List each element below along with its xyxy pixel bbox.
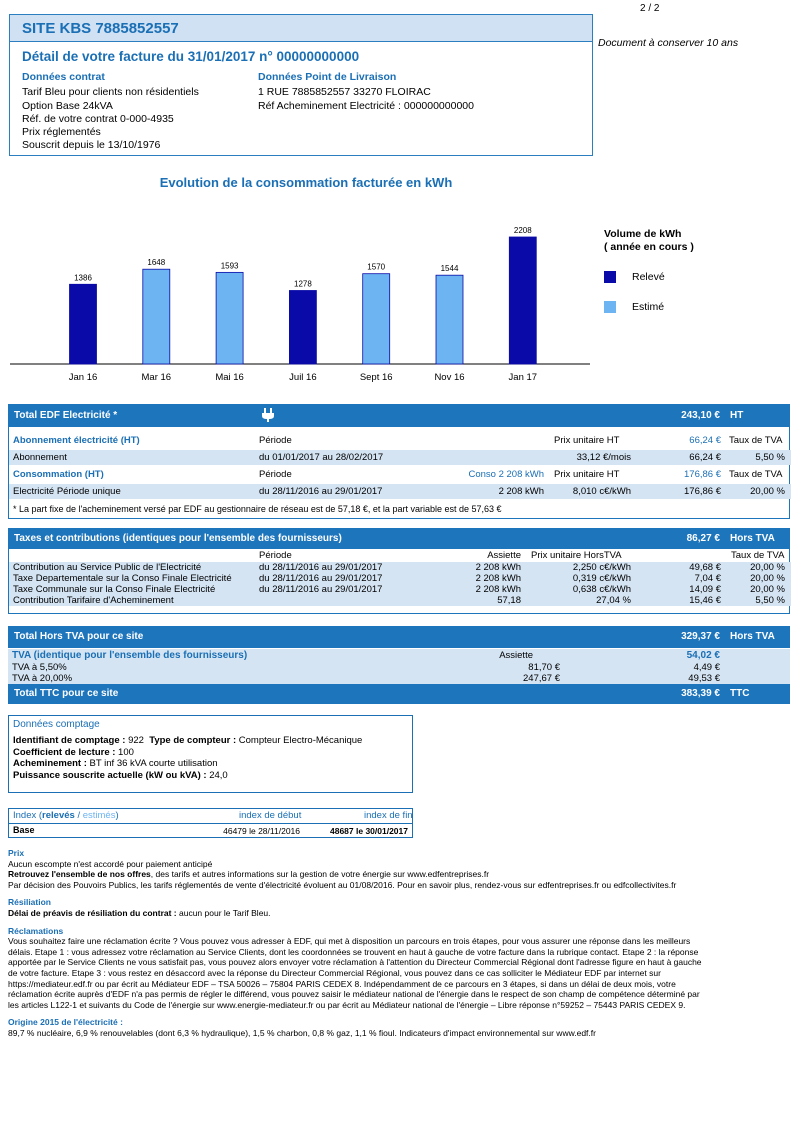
contract-title: Données contrat — [22, 71, 105, 83]
page-number: 2 / 2 — [640, 3, 660, 14]
legend-label: Relevé — [632, 271, 665, 283]
prix-line — [8, 869, 788, 880]
tax-label: Taxe Departementale sur la Conso Finale Electricité — [13, 573, 232, 584]
reclamations-line: apportée par le Service Clients ne vous satisfait pas, vous pouvez alors envoyer votre réclamation à l'attention du Directeur Commercial Régional dont l'adresse figure en haut à gauche — [8, 957, 702, 968]
chart-legend — [604, 228, 694, 313]
total-edf-unit: HT — [730, 410, 744, 421]
site-box — [9, 14, 593, 156]
delivery-title: Données Point de Livraison — [258, 71, 397, 83]
tax-assiette: 2 208 kWh — [475, 562, 521, 573]
plug-icon — [262, 405, 274, 427]
field-value: 100 — [115, 746, 134, 758]
taux-tva-header: Taux de TVA — [729, 469, 783, 480]
tva-title: TVA (identique pour l'ensemble des fournisseurs) — [12, 650, 248, 661]
field-value: BT inf 36 kVA courte utilisation — [86, 758, 218, 770]
resiliation-rest: aucun pour le Tarif Bleu. — [176, 907, 271, 918]
index-title-estimes: estimés — [82, 810, 116, 821]
tax-amount: 7,04 € — [694, 573, 721, 584]
prix-header: Prix unitaire HorsTVA — [531, 550, 622, 561]
total-hors-tva-amount: 329,37 € — [681, 631, 720, 642]
total-hors-tva-label: Total Hors TVA pour ce site — [14, 631, 144, 642]
resiliation-line — [8, 908, 788, 919]
notes-section — [8, 848, 788, 1039]
periode-header: Période — [259, 435, 292, 446]
legend-label: Estimé — [632, 301, 665, 313]
comptage-id-line — [13, 735, 408, 746]
taxes-col-headers — [9, 550, 791, 562]
total-hors-tva-unit: Hors TVA — [730, 631, 775, 642]
resiliation-bold: Délai de préavis de résiliation du contrat : — [8, 907, 177, 918]
bar — [289, 290, 316, 364]
bar — [216, 272, 243, 364]
tax-row — [9, 595, 791, 606]
bar — [436, 275, 463, 364]
totals-table — [8, 626, 790, 706]
tick-label: Mar 16 — [141, 372, 172, 383]
tva-amount: 4,49 € — [693, 662, 720, 673]
legend-swatch-estime — [604, 301, 616, 313]
tick-label: Mai 16 — [215, 372, 244, 383]
taxes-header — [8, 529, 790, 549]
reclamations-line: Vous souhaitez faire une réclamation écrite ? Vous pouvez vous adresser à EDF, qui met à disposition un parcours en trois étapes, pour vous assurer une réponse dans les meilleurs — [8, 936, 691, 947]
prix-unitaire-header: Prix unitaire HT — [554, 469, 620, 480]
field-label: Coefficient de lecture : — [13, 746, 116, 758]
index-debut: 46479 le 28/11/2016 — [223, 826, 300, 836]
index-title-part: Index ( — [13, 810, 43, 821]
abonnement-period: du 01/01/2017 au 28/02/2017 — [259, 452, 384, 463]
total-ttc-unit: TTC — [730, 688, 750, 699]
site-title: SITE KBS 7885852557 — [10, 15, 592, 42]
electricite-price: 8,010 c€/kWh — [572, 486, 631, 497]
legend-swatch-releve — [604, 271, 616, 283]
tva-label: TVA à 5,50% — [12, 662, 67, 673]
prix-unitaire-header: Prix unitaire HT — [554, 435, 620, 446]
contract-line: Tarif Bleu pour clients non résidentiels — [22, 86, 199, 99]
data-label: 1544 — [440, 264, 459, 274]
data-label: 1278 — [294, 279, 312, 289]
taxes-unit: Hors TVA — [730, 533, 775, 544]
tva-amount: 49,53 € — [688, 673, 720, 684]
tax-period: du 28/11/2016 au 29/01/2017 — [259, 584, 383, 595]
index-box — [8, 808, 413, 838]
contract-data — [22, 71, 199, 153]
legend-subtitle: ( année en cours ) — [604, 241, 694, 253]
prix-rest: , des tarifs et autres informations sur la gestion de votre énergie sur www.edfentreprises.fr — [150, 869, 490, 880]
contract-line: Option Base 24kVA — [22, 99, 113, 112]
prix-bold: Retrouvez l'ensemble de nos offres — [8, 869, 151, 880]
tax-tva: 20,00 % — [750, 562, 785, 573]
prix-line: Aucun escompte n'est accordé pour paiement anticipé — [8, 858, 213, 869]
tax-tva: 20,00 % — [750, 573, 785, 584]
tva-assiette-header: Assiette — [499, 650, 533, 661]
index-fin-header: index de fin — [364, 810, 413, 821]
tva-header: Taux de TVA — [731, 550, 785, 561]
consommation-title: Consommation (HT) — [13, 469, 104, 480]
total-ttc-label: Total TTC pour ce site — [14, 688, 119, 699]
electricite-label: Electricité Période unique — [13, 486, 121, 497]
delivery-line: 1 RUE 7885852557 33270 FLOIRAC — [258, 86, 431, 99]
reclamations-line: délais. Etape 1 : vous adressez votre réclamation au Service Clients, dont les coordonnées se trouvent en haut à gauche de votre facture dans la rubrique contact. Etape 2 : la réponse — [8, 946, 699, 957]
origine-title: Origine 2015 de l'électricité : — [8, 1017, 123, 1028]
tick-label: Sept 16 — [359, 372, 393, 383]
comptage-title: Données comptage — [13, 719, 100, 730]
electricite-qty: 2 208 kWh — [498, 486, 544, 497]
contract-line: Souscrit depuis le 13/10/1976 — [22, 139, 161, 152]
comptage-box — [8, 715, 413, 793]
abonnement-price: 33,12 €/mois — [576, 452, 631, 463]
periode-header: Période — [259, 469, 292, 480]
tva-assiette: 247,67 € — [523, 673, 560, 684]
bar — [70, 284, 97, 364]
consommation-header-row — [9, 467, 791, 482]
tva-row — [8, 673, 790, 684]
prix-line: Par décision des Pouvoirs Publics, les tarifs réglementés de vente d'électricité évoluent au 01/08/2016. Pour en savoir plus, rendez-vous sur edfentreprises.fr ou edfcollectivites.fr — [8, 879, 677, 890]
tick-label: Juil 16 — [289, 372, 317, 383]
tax-prix: 27,04 % — [596, 595, 631, 606]
electricite-row — [9, 484, 791, 499]
tick-label: Jan 16 — [68, 372, 98, 383]
total-edf-header — [8, 405, 790, 427]
comptage-ach-line — [13, 758, 408, 769]
taux-tva-header: Taux de TVA — [729, 435, 783, 446]
tva-header-row — [8, 649, 790, 662]
tax-label: Taxe Communale sur la Conso Finale Electricité — [13, 584, 216, 595]
field-value: Compteur Electro-Mécanique — [236, 735, 363, 747]
tax-amount: 49,68 € — [689, 562, 721, 573]
index-debut-header: index de début — [239, 810, 302, 821]
data-label: 2208 — [513, 226, 532, 235]
data-label: 1593 — [220, 261, 239, 271]
total-ttc-amount: 383,39 € — [681, 688, 720, 699]
comptage-coef-line — [13, 747, 408, 758]
abonnement-label: Abonnement — [13, 452, 67, 463]
abonnement-title: Abonnement électricité (HT) — [13, 435, 140, 446]
tax-assiette: 2 208 kWh — [475, 584, 521, 595]
index-header — [9, 809, 412, 824]
total-hors-tva-row — [8, 626, 790, 648]
field-label: Type de compteur : — [149, 735, 237, 747]
tax-assiette: 57,18 — [497, 595, 521, 606]
index-title-releves: relevés — [42, 810, 75, 821]
tax-label: Contribution Tarifaire d'Acheminement — [13, 595, 174, 606]
data-label: 1386 — [74, 273, 92, 283]
reclamations-line: réclamation écrite auprès d'EDF n'a pas permis de régler le différend, vous pouvez saisir le médiateur national de l'énergie dans le respect de son champ de compétence déterminé par — [8, 989, 700, 1000]
edf-footnote — [9, 502, 791, 517]
total-edf-amount: 243,10 € — [681, 410, 720, 421]
tva-total: 54,02 € — [686, 650, 720, 661]
tax-prix: 0,638 c€/kWh — [572, 584, 631, 595]
periode-header: Période — [259, 550, 292, 561]
delivery-line: Réf Acheminement Electricité : 000000000000 — [258, 99, 474, 112]
origine-line: 89,7 % nucléaire, 6,9 % renouvelables (dont 6,3 % hydraulique), 1,5 % charbon, 0,8 % gaz, 1,1 % fioul. Indicateurs d'impact environnemental sur www.edf.fr — [8, 1027, 596, 1038]
assiette-header: Assiette — [487, 550, 521, 561]
field-label: Puissance souscrite actuelle (kW ou kVA) : — [13, 769, 207, 781]
bar — [363, 274, 390, 364]
consumption-chart — [0, 220, 600, 390]
abonnement-total: 66,24 € — [689, 435, 721, 446]
tva-label: TVA à 20,00% — [12, 673, 73, 684]
electricite-period: du 28/11/2016 au 29/01/2017 — [259, 486, 383, 497]
prix-title: Prix — [8, 848, 25, 858]
field-label: Acheminement : — [13, 758, 87, 770]
abonnement-row — [9, 450, 791, 465]
tax-tva: 20,00 % — [750, 584, 785, 595]
bar — [509, 237, 536, 364]
tax-label: Contribution au Service Public de l'Electricité — [13, 562, 202, 573]
conserve-note: Document à conserver 10 ans — [598, 37, 739, 49]
abonnement-tva: 5,50 % — [755, 452, 785, 463]
tax-prix: 2,250 c€/kWh — [572, 562, 631, 573]
tax-tva: 5,50 % — [755, 595, 785, 606]
tax-period: du 28/11/2016 au 29/01/2017 — [259, 573, 383, 584]
tax-row — [9, 562, 791, 573]
contract-line: Prix réglementés — [22, 126, 101, 139]
total-ttc-row — [8, 684, 790, 704]
legend-title: Volume de kWh — [604, 228, 682, 240]
taxes-table — [8, 528, 790, 614]
index-title — [13, 810, 119, 821]
electricite-tva: 20,00 % — [750, 486, 785, 497]
index-title-part: ) — [115, 810, 119, 821]
abonnement-amount: 66,24 € — [689, 452, 721, 463]
index-fin: 48687 le 30/01/2017 — [330, 826, 408, 836]
tax-row — [9, 573, 791, 584]
tax-assiette: 2 208 kWh — [475, 573, 521, 584]
tax-amount: 14,09 € — [689, 584, 721, 595]
abonnement-header-row — [9, 433, 791, 448]
conso-qty: Conso 2 208 kWh — [468, 469, 544, 480]
tax-prix: 0,319 c€/kWh — [572, 573, 631, 584]
bar — [143, 269, 170, 364]
tax-row — [9, 584, 791, 595]
contract-line: Réf. de votre contrat 0-000-4935 — [22, 112, 174, 125]
invoice-detail-title: Détail de votre facture du 31/01/2017 n° 00000000000 — [22, 49, 360, 64]
delivery-data — [258, 71, 474, 113]
tick-label: Jan 17 — [508, 372, 538, 383]
tick-label: Nov 16 — [434, 372, 465, 383]
field-label: Identifiant de comptage : — [13, 735, 126, 747]
tax-amount: 15,46 € — [689, 595, 721, 606]
index-label: Base — [13, 825, 35, 835]
total-edf-table — [8, 404, 790, 519]
tva-assiette: 81,70 € — [528, 662, 560, 673]
comptage-puiss-line — [13, 770, 408, 781]
resiliation-title: Résiliation — [8, 897, 51, 908]
consommation-total: 176,86 € — [684, 469, 721, 480]
tva-row — [8, 662, 790, 673]
data-label: 1570 — [367, 262, 386, 272]
reclamations-line: https://mediateur.edf.fr ou par écrit au Médiateur EDF – TSA 50026 – 75804 PARIS CEDEX 8. Indépendamment de ce parcours en 3 étapes, si dans un délai de deux mois, votre — [8, 978, 676, 989]
field-value: 922 — [125, 735, 144, 747]
reclamations-title: Réclamations — [8, 925, 64, 936]
index-title-part: / — [74, 810, 83, 821]
footnote-text: * La part fixe de l'acheminement versé par EDF au gestionnaire de réseau est de 57,18 €, et la part variable est de 57,63 € — [13, 504, 502, 514]
taxes-amount: 86,27 € — [686, 533, 720, 544]
electricite-amount: 176,86 € — [684, 486, 721, 497]
chart-title: Evolution de la consommation facturée en kWh — [159, 175, 453, 190]
reclamations-line: de votre facture. Etape 3 : vous restez en désaccord avec la réponse du Directeur Commercial Régional, vous pouvez dans ce cas solliciter le Médiateur EDF par internet sur — [8, 967, 661, 978]
data-label: 1648 — [147, 258, 166, 268]
tax-period: du 28/11/2016 au 29/01/2017 — [259, 562, 383, 573]
field-value: 24,0 — [206, 769, 228, 781]
reclamations-line: les articles L122-1 et suivants du Code de l'énergie sur www.energie-mediateur.fr ou par écrit au Médiateur national de l'énergie – Libre réponse n°59252 – 75443 PARIS CEDEX 9. — [8, 999, 686, 1010]
taxes-label: Taxes et contributions (identiques pour l'ensemble des fournisseurs) — [14, 533, 342, 544]
total-edf-label: Total EDF Electricité * — [14, 410, 118, 421]
